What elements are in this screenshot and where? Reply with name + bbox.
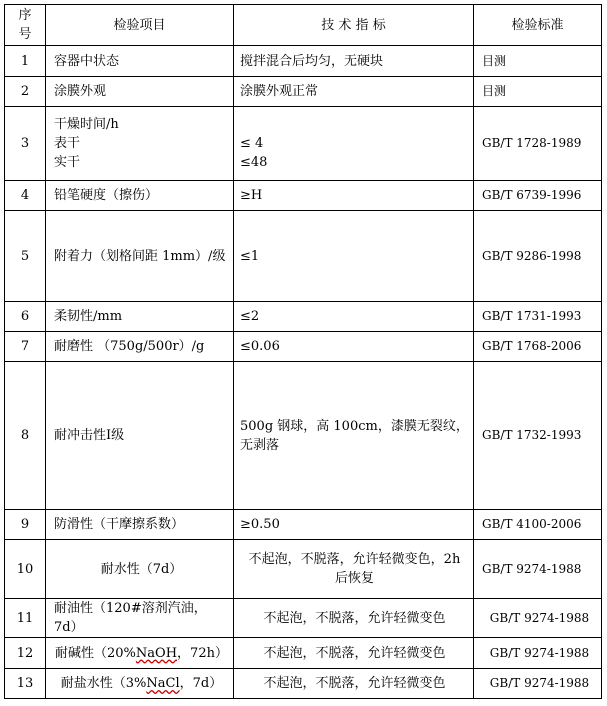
table-row — [5, 107, 602, 181]
row-no: 2 — [5, 77, 46, 107]
row-standard: GB/T 9274-1988 — [474, 638, 602, 669]
row-item: 涂膜外观 — [46, 77, 234, 107]
row-spec — [234, 540, 474, 599]
row-spec: 500g 钢球，高 100cm，漆膜无裂纹，无剥落 — [234, 362, 474, 510]
row-item-line: 实干 — [54, 155, 81, 170]
row-no: 13 — [5, 669, 46, 699]
row-item-chem: NaCl — [146, 676, 180, 691]
header-item: 检验项目 — [46, 5, 234, 46]
row-item: 附着力（划格间距 1mm）/级 — [46, 211, 234, 302]
row-spec: ≤1 — [234, 211, 474, 302]
row-item: 容器中状态 — [46, 46, 234, 77]
row-standard: GB/T 9274-1988 — [474, 540, 602, 599]
table-row — [5, 332, 602, 362]
row-item-chem: NaOH — [135, 645, 178, 661]
header-no-line1: 序 — [18, 8, 32, 23]
row-item-line: 表干 — [54, 136, 81, 151]
table-row — [5, 540, 602, 599]
row-standard: GB/T 1731-1993 — [474, 302, 602, 332]
row-item-pre: 耐碱性（20% — [55, 645, 136, 661]
row-item: 耐油性（120#溶剂汽油，7d） — [46, 599, 234, 638]
header-no — [5, 5, 46, 46]
inspection-table — [4, 4, 602, 699]
row-standard: GB/T 6739-1996 — [474, 181, 602, 211]
table-row — [5, 46, 602, 77]
table-row — [5, 302, 602, 332]
header-standard: 检验标准 — [474, 5, 602, 46]
header-row — [5, 5, 602, 46]
table-row — [5, 362, 602, 510]
row-standard: 目测 — [474, 46, 602, 77]
row-spec-line: ≤ 4 — [240, 136, 264, 151]
row-no: 12 — [5, 638, 46, 669]
row-standard: GB/T 9274-1988 — [474, 669, 602, 699]
row-standard: 目测 — [474, 77, 602, 107]
row-no: 1 — [5, 46, 46, 77]
row-spec: ≤2 — [234, 302, 474, 332]
header-spec: 技 术 指 标 — [234, 5, 474, 46]
row-no: 8 — [5, 362, 46, 510]
row-spec: 不起泡，不脱落，允许轻微变色 — [234, 669, 474, 699]
row-item: 柔韧性/mm — [46, 302, 234, 332]
row-spec: 涂膜外观正常 — [234, 77, 474, 107]
row-item — [46, 638, 234, 669]
row-spec — [234, 107, 474, 181]
row-item-post: ，72h） — [177, 645, 228, 661]
table-row — [5, 638, 602, 669]
row-item: 耐水性（7d） — [46, 540, 234, 599]
table-row — [5, 77, 602, 107]
row-standard: GB/T 4100-2006 — [474, 510, 602, 540]
row-item — [46, 669, 234, 699]
header-no-line2: 号 — [18, 27, 32, 42]
row-item: 耐冲击性Ⅰ级 — [46, 362, 234, 510]
row-standard: GB/T 9274-1988 — [474, 599, 602, 638]
row-standard: GB/T 1728-1989 — [474, 107, 602, 181]
row-spec: 搅拌混合后均匀，无硬块 — [234, 46, 474, 77]
table-row — [5, 510, 602, 540]
table-row — [5, 599, 602, 638]
row-standard: GB/T 1768-2006 — [474, 332, 602, 362]
row-item: 铅笔硬度（擦伤） — [46, 181, 234, 211]
row-item-pre: 耐盐水性（3% — [60, 676, 147, 691]
row-item-line: 干燥时间/h — [54, 117, 119, 132]
row-no: 9 — [5, 510, 46, 540]
row-spec-line: ≤48 — [240, 155, 268, 170]
row-spec: 不起泡，不脱落，允许轻微变色 — [234, 599, 474, 638]
row-spec-line: 不起泡，不脱落，允许轻微变色，2h — [248, 552, 461, 567]
row-item: 耐磨性 （750g/500r）/g — [46, 332, 234, 362]
row-no: 7 — [5, 332, 46, 362]
row-item-post: ，7d） — [179, 676, 223, 691]
table-row — [5, 669, 602, 699]
row-standard: GB/T 1732-1993 — [474, 362, 602, 510]
row-spec-line: 后恢复 — [334, 571, 374, 586]
row-no: 6 — [5, 302, 46, 332]
row-no: 3 — [5, 107, 46, 181]
row-spec: 不起泡，不脱落，允许轻微变色 — [234, 638, 474, 669]
row-spec: ≤0.06 — [234, 332, 474, 362]
row-spec: ≥H — [234, 181, 474, 211]
row-no: 10 — [5, 540, 46, 599]
row-spec: ≥0.50 — [234, 510, 474, 540]
row-item: 防滑性（干摩擦系数） — [46, 510, 234, 540]
table-row — [5, 211, 602, 302]
row-spec-line — [240, 115, 469, 134]
row-no: 4 — [5, 181, 46, 211]
row-item — [46, 107, 234, 181]
row-no: 5 — [5, 211, 46, 302]
row-no: 11 — [5, 599, 46, 638]
row-standard: GB/T 9286-1998 — [474, 211, 602, 302]
table-row — [5, 181, 602, 211]
